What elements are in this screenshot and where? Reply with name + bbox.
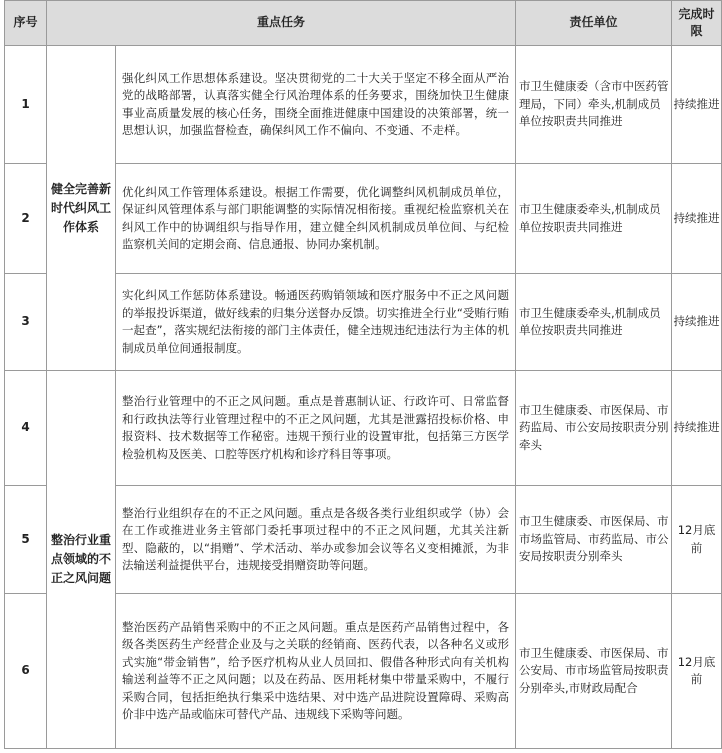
row-number: 1: [5, 46, 47, 164]
task-table: [4, 0, 722, 749]
unit-cell: 市卫生健康委、市医保局、市公安局、市市场监管局按职责分别牵头,市财政局配合: [516, 594, 672, 749]
task-cell: 优化纠风工作管理体系建设。根据工作需要，优化调整纠风机制成员单位，保证纠风管理体系与部门职能调整的实际情况相衔接。重视纪检监察机关在纠风工作中的协调组织与指导作用，建立健全纠风机制成员单位间、与纪检监察机关间的定期会商、信息通报、协同办案机制。: [116, 164, 516, 274]
header-deadline: 完成时限: [672, 1, 722, 46]
unit-cell: 市卫生健康委（含市中医药管理局，下同）牵头,机制成员单位按职责共同推进: [516, 46, 672, 164]
deadline-cell: 持续推进: [672, 274, 722, 371]
deadline-cell: 持续推进: [672, 164, 722, 274]
task-cell: 整治行业组织存在的不正之风问题。重点是各级各类行业组织或学（协）会在工作或推进业务主管部门委托事项过程中的不正之风问题，尤其关注新型、隐蔽的，以“捐赠”、学术活动、举办或参加会议等名义变相摊派，为非法输送利益提供平台，违规接受捐赠资助等问题。: [116, 486, 516, 594]
header-task: 重点任务: [47, 1, 516, 46]
row-number: 5: [5, 486, 47, 594]
table-row: [5, 371, 722, 486]
unit-cell: 市卫生健康委、市医保局、市市场监管局、市药监局、市公安局按职责分别牵头: [516, 486, 672, 594]
unit-cell: 市卫生健康委、市医保局、市药监局、市公安局按职责分别牵头: [516, 371, 672, 486]
row-number: 3: [5, 274, 47, 371]
category-cell: 整治行业重点领域的不正之风问题: [47, 371, 116, 749]
deadline-cell: 持续推进: [672, 46, 722, 164]
header-unit: 责任单位: [516, 1, 672, 46]
header-no: 序号: [5, 1, 47, 46]
category-cell: 健全完善新时代纠风工作体系: [47, 46, 116, 371]
row-number: 2: [5, 164, 47, 274]
deadline-cell: 12月底前: [672, 486, 722, 594]
row-number: 4: [5, 371, 47, 486]
row-number: 6: [5, 594, 47, 749]
unit-cell: 市卫生健康委牵头,机制成员单位按职责共同推进: [516, 164, 672, 274]
task-cell: 整治行业管理中的不正之风问题。重点是普惠制认证、行政许可、日常监督和行政执法等行业管理过程中的不正之风问题，尤其是泄露招投标价格、申报资料、技术数据等工作秘密。违规干预行业的设置审批，包括第三方医学检验机构及医美、口腔等医疗机构和诊疗科目等事项。: [116, 371, 516, 486]
task-cell: 实化纠风工作惩防体系建设。畅通医药购销领域和医疗服务中不正之风问题的举报投诉渠道，做好线索的归集分送督办反馈。切实推进全行业“受贿行贿一起查”，落实规纪法衔接的部门主体责任，健全违规违纪违法行为主体的机制成员单位间通报制度。: [116, 274, 516, 371]
table-row: [5, 46, 722, 164]
unit-cell: 市卫生健康委牵头,机制成员单位按职责共同推进: [516, 274, 672, 371]
deadline-cell: 12月底前: [672, 594, 722, 749]
table-header-row: [5, 1, 722, 46]
task-cell: 整治医药产品销售采购中的不正之风问题。重点是医药产品销售过程中，各级各类医药生产经营企业及与之关联的经销商、医药代表，以各种名义或形式实施“带金销售”，给予医疗机构从业人员回扣、假借各种形式向有关机构输送利益等不正之风问题；以及在药品、医用耗材集中带量采购中，不履行采购合同，包括拒绝执行集采中选结果、对中选产品进院设置障碍、采购高价非中选产品或临床可替代产品、违规线下采购等问题。: [116, 594, 516, 749]
task-cell: 强化纠风工作思想体系建设。坚决贯彻党的二十大关于坚定不移全面从严治党的战略部署，认真落实健全行风治理体系的任务要求，围绕加快卫生健康事业高质量发展的核心任务，围绕全面推进健康中国建设的决策部署，统一思想认识，加强监督检查，确保纠风工作不偏向、不变通、不走样。: [116, 46, 516, 164]
deadline-cell: 持续推进: [672, 371, 722, 486]
